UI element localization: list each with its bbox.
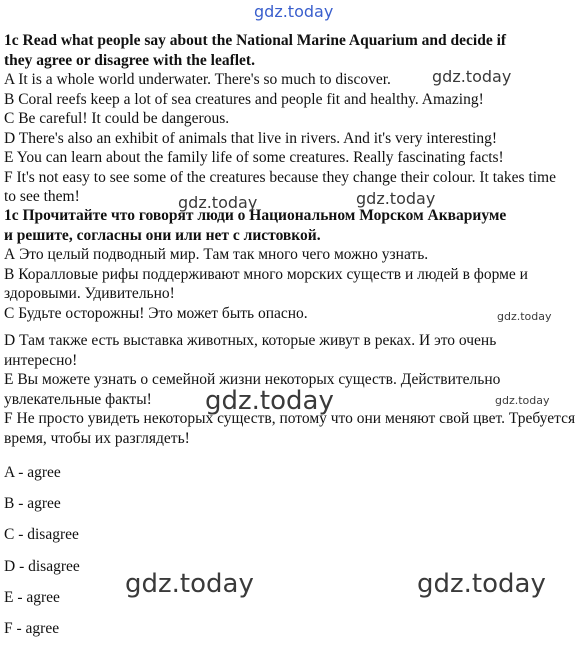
watermark: gdz.today xyxy=(178,193,258,212)
russian-item-e: Е Вы можете узнать о семейной жизни некоторых существ. Действительно увлекательные факты! xyxy=(4,371,501,408)
russian-item-c: С Будьте осторожны! Это может быть опасно. xyxy=(4,304,308,322)
answer-c: C - disagree xyxy=(4,526,79,543)
english-heading-line1: 1c Read what people say about the National Marine Aquarium and decide if xyxy=(4,32,507,49)
russian-item-b: В Коралловые рифы поддерживают много морских существ и людей в форме и здоровыми. Удивительно! xyxy=(4,265,528,302)
russian-section xyxy=(4,206,584,323)
watermark: gdz.today xyxy=(497,310,552,323)
watermark: gdz.today xyxy=(495,394,550,407)
answer-a: A - agree xyxy=(4,464,61,481)
answer-e: E - agree xyxy=(4,589,60,606)
watermark: gdz.today xyxy=(125,569,254,599)
watermark: gdz.today xyxy=(356,189,436,208)
russian-item-d: D Там также есть выставка животных, которые живут в реках. И это очень интересно! xyxy=(4,332,497,369)
english-item-a: A It is a whole world underwater. There's so much to discover. xyxy=(4,71,391,88)
russian-heading-line1: 1c Прочитайте что говорят люди о Национальном Морском Аквариуме xyxy=(4,207,507,224)
answer-f: F - agree xyxy=(4,620,60,637)
english-heading-line2: they agree or disagree with the leaflet. xyxy=(4,51,255,69)
russian-item-a: А Это целый подводный мир. Там так много чего можно узнать. xyxy=(4,246,429,263)
answer-b: B - agree xyxy=(4,495,61,512)
english-item-b: B Coral reefs keep a lot of sea creatures and people fit and healthy. Amazing! xyxy=(4,90,484,108)
english-item-f: F It's not easy to see some of the creatures because they change their colour. It takes time to see them! xyxy=(4,168,556,205)
watermark: gdz.today xyxy=(417,569,546,599)
watermark-top: gdz.today xyxy=(254,2,334,21)
english-item-e: E You can learn about the family life of some creatures. Really fascinating facts! xyxy=(4,149,504,166)
english-section xyxy=(4,31,584,207)
russian-heading-line2: и решите, согласны они или нет с листовкой. xyxy=(4,226,321,244)
russian-item-f: F Не просто увидеть некоторых существ, потому что они меняют свой цвет. Требуется время, чтобы их разглядеть! xyxy=(4,410,576,447)
english-item-d: D There's also an exhibit of animals that live in rivers. And it's very interesting! xyxy=(4,129,498,147)
watermark: gdz.today xyxy=(432,67,512,86)
watermark: gdz.today xyxy=(205,386,334,416)
answer-d: D - disagree xyxy=(4,558,80,575)
english-item-c: C Be careful! It could be dangerous. xyxy=(4,110,230,127)
